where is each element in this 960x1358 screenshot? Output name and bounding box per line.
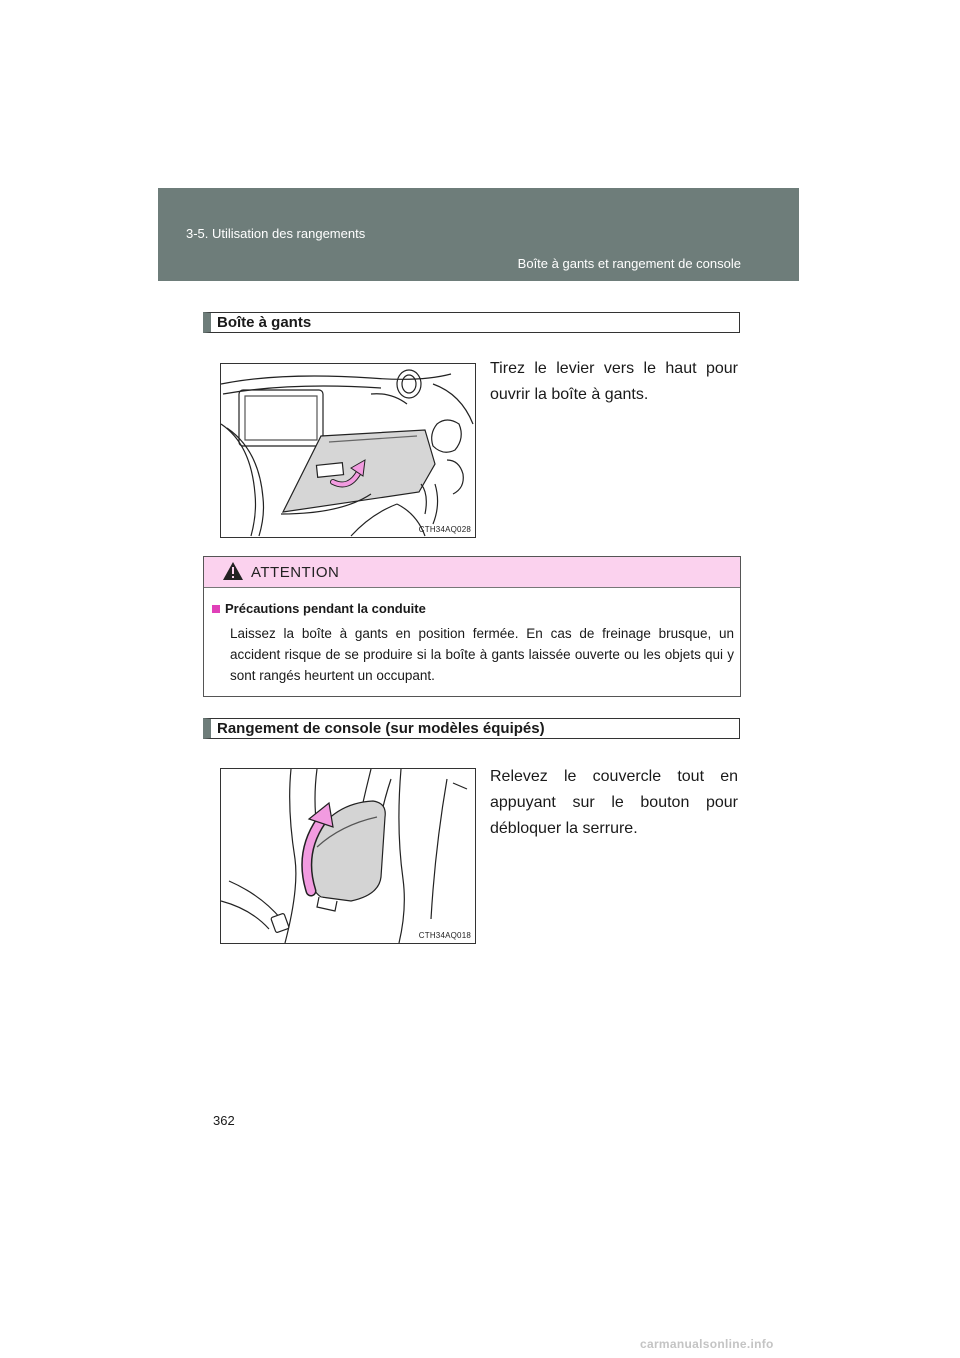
section-title: Boîte à gants et rangement de console (517, 256, 741, 271)
warning-box (203, 556, 741, 697)
chapter-title: 3-5. Utilisation des rangements (186, 226, 366, 241)
console-illustration (221, 769, 475, 943)
figure-code: CTH34AQ028 (418, 525, 471, 534)
page-number: 362 (213, 1113, 235, 1128)
bullet-square-icon (212, 605, 220, 613)
console-heading: Rangement de console (sur modèles équipés) (203, 718, 740, 739)
watermark: carmanualsonline.info (640, 1337, 774, 1351)
console-figure (220, 768, 476, 944)
glovebox-instruction: Tirez le levier vers le haut pour ouvrir la boîte à gants. (490, 360, 738, 403)
glovebox-illustration (221, 364, 475, 537)
console-instruction: Relevez le couvercle tout en appuyant sur le bouton pour débloquer la serrure. (490, 768, 738, 837)
warning-subhead-text: Précautions pendant la conduite (225, 601, 426, 616)
warning-triangle-icon (222, 561, 244, 581)
glovebox-figure (220, 363, 476, 538)
warning-label: ATTENTION (251, 564, 340, 581)
warning-text: Laissez la boîte à gants en position fermée. En cas de freinage brusque, un accident risque de se produire si la boîte à gants laissée ouverte ou les objets qui y sont rangés heurtent un occupant. (230, 626, 734, 683)
header-band (158, 188, 799, 281)
warning-subhead (212, 601, 426, 616)
glovebox-heading: Boîte à gants (203, 312, 740, 333)
warning-header (204, 557, 740, 588)
figure-code: CTH34AQ018 (418, 931, 471, 940)
